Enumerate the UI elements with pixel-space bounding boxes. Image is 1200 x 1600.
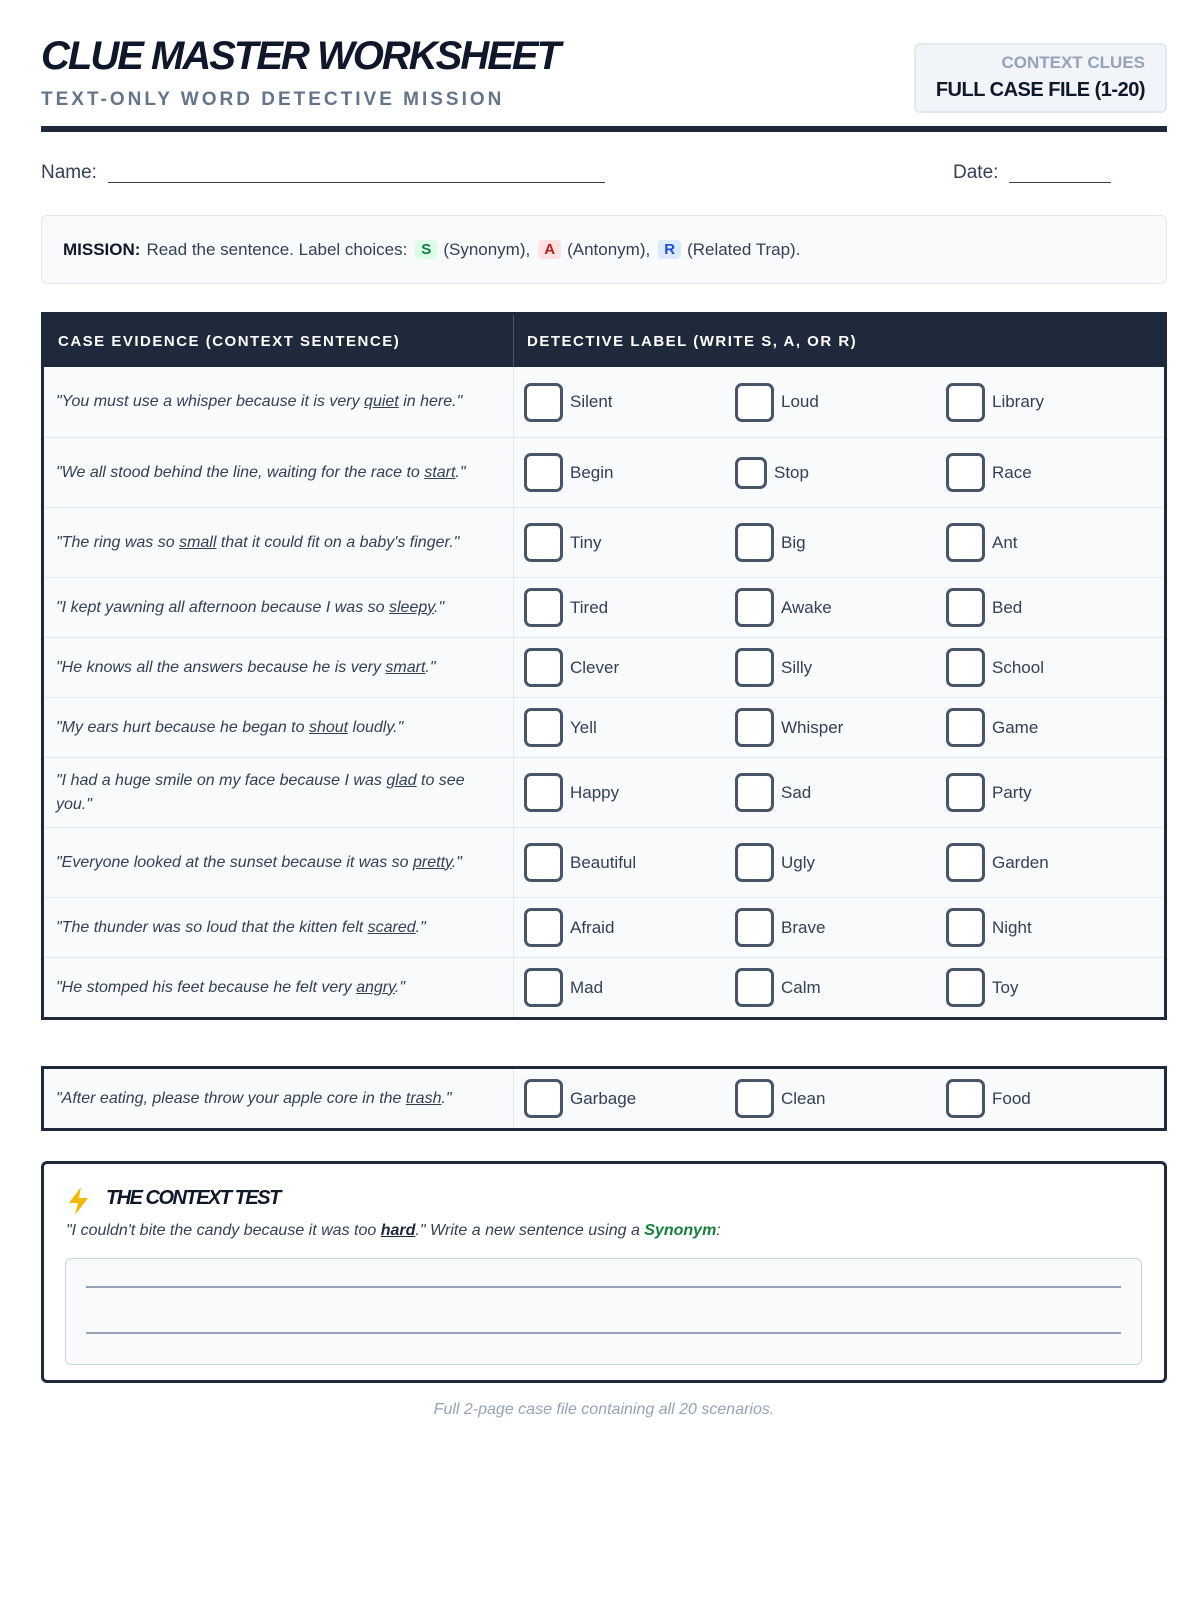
context-sentence: "He stomped his feet because he felt very angry." (44, 958, 514, 1017)
target-word: scared (367, 918, 416, 936)
option-label: Ugly (781, 852, 816, 872)
option-label: Garden (992, 852, 1049, 872)
answer-option (946, 648, 1157, 687)
table-row (44, 957, 1164, 1017)
option-label: Beautiful (570, 852, 637, 872)
target-word: start (424, 463, 456, 481)
option-label: Sad (781, 782, 812, 802)
answer-option (946, 383, 1157, 422)
label-checkbox[interactable] (524, 968, 563, 1007)
answer-writing-area[interactable] (65, 1258, 1142, 1365)
option-label: Garbage (570, 1088, 637, 1108)
context-sentence: "We all stood behind the line, waiting for the race to start." (44, 438, 514, 507)
answer-option (735, 968, 946, 1007)
name-field[interactable] (108, 182, 605, 183)
column-header-label: DETECTIVE LABEL (WRITE S, A, OR R) (527, 332, 858, 350)
label-checkbox[interactable] (735, 843, 774, 882)
answer-option (735, 588, 946, 627)
writing-line (86, 1286, 1121, 1288)
context-sentence: "My ears hurt because he began to shout loudly." (44, 698, 514, 757)
target-word: smart (385, 658, 426, 676)
option-label: Afraid (570, 917, 615, 937)
target-word: shout (308, 718, 349, 736)
option-label: Food (992, 1088, 1031, 1108)
context-sentence: "I kept yawning all afternoon because I was so sleepy." (44, 578, 514, 637)
answer-option (946, 708, 1157, 747)
answer-option (946, 773, 1157, 812)
date-field[interactable] (1009, 182, 1111, 183)
footer-note: Full 2-page case file containing all 20 scenarios. (433, 1401, 775, 1418)
option-label: Yell (570, 717, 597, 737)
table-row (44, 577, 1164, 637)
answer-options (514, 958, 1164, 1017)
synonym-chip: S (415, 240, 437, 259)
option-label: Silly (781, 657, 813, 677)
option-label: Clean (781, 1088, 826, 1108)
label-checkbox[interactable] (946, 648, 985, 687)
option-label: Begin (570, 462, 614, 482)
header (41, 0, 1167, 132)
table-row (44, 637, 1164, 697)
answer-options (514, 638, 1164, 697)
label-checkbox[interactable] (524, 908, 563, 947)
label-checkbox[interactable] (735, 968, 774, 1007)
label-checkbox[interactable] (524, 383, 563, 422)
label-checkbox[interactable] (946, 523, 985, 562)
answer-options (514, 438, 1164, 507)
label-checkbox[interactable] (524, 708, 563, 747)
option-label: Brave (781, 917, 826, 937)
answer-options (514, 367, 1164, 437)
option-label: Race (992, 462, 1032, 482)
label-checkbox[interactable] (946, 453, 985, 492)
answer-options (514, 1069, 1164, 1128)
answer-options (514, 758, 1164, 827)
target-word: quiet (364, 393, 399, 410)
option-label: Party (992, 782, 1032, 802)
option-label: Game (992, 717, 1039, 737)
table-row (44, 437, 1164, 507)
table-row (44, 827, 1164, 897)
option-label: Loud (781, 392, 819, 411)
case-file-badge (914, 43, 1167, 113)
extra-case-table (41, 1066, 1167, 1131)
answer-option (524, 773, 735, 812)
option-label: Big (781, 532, 806, 552)
label-checkbox[interactable] (735, 383, 774, 422)
option-label: Library (992, 392, 1044, 411)
answer-option (524, 588, 735, 627)
label-checkbox[interactable] (735, 1079, 774, 1118)
table-row (44, 367, 1164, 437)
option-label: Night (992, 917, 1032, 937)
answer-option (524, 648, 735, 687)
label-checkbox[interactable] (946, 1079, 985, 1118)
context-sentence: "The thunder was so loud that the kitten felt scared." (44, 898, 514, 957)
context-sentence: "You must use a whisper because it is very quiet in here." (44, 367, 514, 437)
answer-option (524, 968, 735, 1007)
answer-option (946, 453, 1157, 492)
target-word: angry (356, 978, 395, 996)
table-row (44, 507, 1164, 577)
synonym-text: (Synonym), (443, 239, 531, 259)
mission-text: Read the sentence. Label choices: (146, 239, 408, 259)
answer-option (946, 968, 1157, 1007)
target-word: pretty (413, 853, 452, 871)
date-label: Date: (953, 162, 999, 183)
answer-options (514, 508, 1164, 577)
label-checkbox[interactable] (946, 708, 985, 747)
answer-option (946, 588, 1157, 627)
answer-option (735, 908, 946, 947)
option-label: Silent (570, 392, 613, 411)
name-label: Name: (41, 162, 97, 183)
answer-option (524, 1079, 735, 1118)
option-label: Tired (570, 597, 609, 617)
answer-option (946, 843, 1157, 882)
label-checkbox[interactable] (946, 588, 985, 627)
label-checkbox[interactable] (524, 523, 563, 562)
case-label: CONTEXT CLUES (1001, 53, 1145, 72)
label-checkbox[interactable] (524, 588, 563, 627)
context-sentence: "Everyone looked at the sunset because it was so pretty." (44, 828, 514, 897)
label-checkbox[interactable] (735, 588, 774, 627)
answer-option (524, 383, 735, 422)
label-checkbox[interactable] (735, 773, 774, 812)
answer-option (735, 1079, 946, 1118)
answer-option (524, 453, 735, 492)
target-word: sleepy (388, 598, 435, 616)
column-header-evidence: CASE EVIDENCE (CONTEXT SENTENCE) (44, 315, 514, 367)
option-label: Happy (570, 782, 620, 802)
label-checkbox[interactable] (946, 908, 985, 947)
label-checkbox[interactable] (735, 908, 774, 947)
context-sentence: "The ring was so small that it could fit on a baby's finger." (44, 508, 514, 577)
answer-option (524, 523, 735, 562)
label-checkbox[interactable] (735, 457, 767, 489)
label-checkbox[interactable] (524, 1079, 563, 1118)
label-checkbox[interactable] (946, 773, 985, 812)
table-row (44, 897, 1164, 957)
target-word: glad (386, 771, 417, 789)
name-date-row (41, 162, 1167, 192)
context-test-prompt: "I couldn't bite the candy because it was too hard." Write a new sentence using a Synonym: (66, 1222, 721, 1239)
answer-option (946, 523, 1157, 562)
related-chip: R (658, 240, 681, 259)
label-checkbox[interactable] (524, 648, 563, 687)
label-checkbox[interactable] (735, 708, 774, 747)
extra-table-body (44, 1069, 1164, 1128)
answer-option (946, 908, 1157, 947)
target-word: trash (405, 1089, 442, 1107)
context-test-title: THE CONTEXT TEST (106, 1187, 280, 1209)
worksheet-page (41, 0, 1167, 1418)
answer-options (514, 828, 1164, 897)
writing-line (86, 1332, 1121, 1334)
option-label: School (992, 657, 1044, 677)
answer-option (946, 1079, 1157, 1118)
option-label: Mad (570, 977, 604, 997)
label-checkbox[interactable] (735, 523, 774, 562)
answer-option (735, 523, 946, 562)
mission-label: MISSION: (63, 239, 141, 259)
answer-option (524, 708, 735, 747)
answer-option (735, 773, 946, 812)
option-label: Clever (570, 657, 620, 677)
option-label: Stop (774, 462, 809, 482)
table-row (44, 757, 1164, 827)
answer-options (514, 898, 1164, 957)
lightning-bolt-icon (66, 1186, 92, 1216)
table-body (44, 367, 1164, 1017)
antonym-text: (Antonym), (567, 239, 651, 259)
option-label: Calm (781, 977, 821, 997)
target-word: small (179, 533, 217, 551)
antonym-chip: A (538, 240, 561, 259)
synonym-word: Synonym (644, 1222, 717, 1239)
mission-box (41, 215, 1167, 284)
context-sentence: "He knows all the answers because he is very smart." (44, 638, 514, 697)
option-label: Toy (992, 977, 1019, 997)
label-checkbox[interactable] (524, 773, 563, 812)
related-text: (Related Trap). (687, 239, 801, 259)
table-row (44, 697, 1164, 757)
label-checkbox[interactable] (735, 648, 774, 687)
answer-options (514, 578, 1164, 637)
label-checkbox[interactable] (946, 968, 985, 1007)
label-checkbox[interactable] (524, 843, 563, 882)
context-sentence: "I had a huge smile on my face because I was glad to see you." (44, 758, 514, 827)
option-label: Tiny (570, 532, 602, 552)
option-label: Ant (992, 532, 1018, 552)
target-word: hard (380, 1222, 416, 1239)
option-label: Awake (781, 597, 832, 617)
answer-option (735, 708, 946, 747)
answer-option (524, 843, 735, 882)
answer-option (735, 383, 946, 422)
answer-option (524, 908, 735, 947)
case-title: FULL CASE FILE (1-20) (935, 79, 1145, 101)
table-header (44, 315, 1164, 367)
option-label: Whisper (781, 717, 844, 737)
label-checkbox[interactable] (524, 453, 563, 492)
answer-option (735, 648, 946, 687)
context-sentence: "After eating, please throw your apple core in the trash." (44, 1069, 514, 1128)
answer-options (514, 698, 1164, 757)
context-test-box (41, 1161, 1167, 1383)
option-label: Bed (992, 597, 1023, 617)
worksheet-subtitle: TEXT-ONLY WORD DETECTIVE MISSION (41, 89, 505, 110)
label-checkbox[interactable] (946, 383, 985, 422)
answer-option (735, 457, 946, 489)
answer-option (735, 843, 946, 882)
table-row (44, 1069, 1164, 1128)
label-checkbox[interactable] (946, 843, 985, 882)
case-table (41, 312, 1167, 1020)
worksheet-title: CLUE MASTER WORKSHEET (41, 34, 559, 78)
